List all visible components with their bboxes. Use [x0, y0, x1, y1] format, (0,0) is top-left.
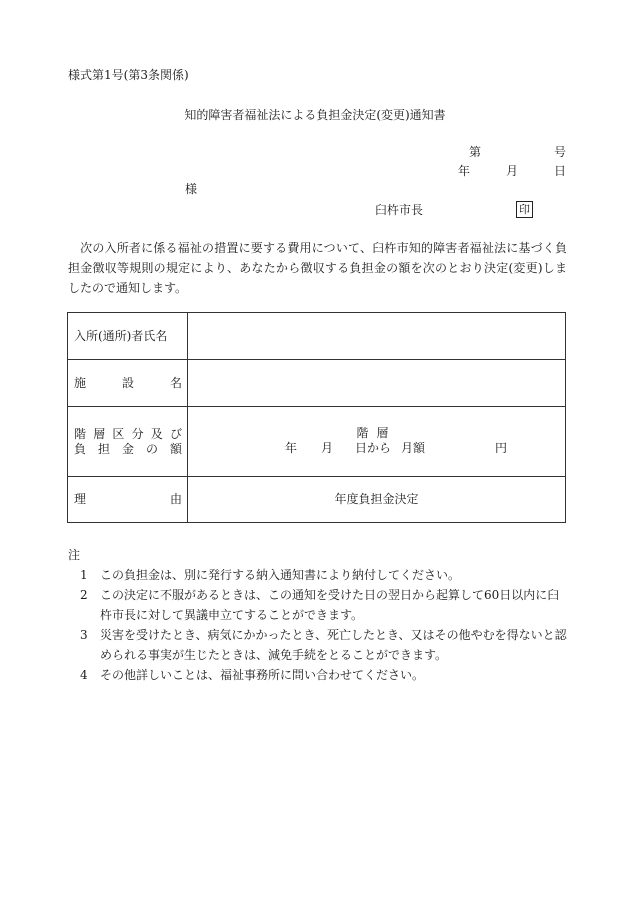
label-bracket-amount: [68, 407, 188, 477]
recipient-honorific: 様: [185, 182, 198, 196]
table-row: [68, 360, 566, 407]
value-amount-line: 年 月 日から 月額 円: [285, 440, 508, 455]
note-item: 4 その他詳しいことは、福祉事務所に問い合わせてください。: [80, 668, 425, 682]
document-title: 知的障害者福祉法による負担金決定(変更)通知書: [184, 108, 446, 122]
value-facility-name: [188, 360, 566, 407]
date-year-label: 年: [458, 164, 471, 178]
number-prefix: 第: [469, 145, 482, 159]
table-row: [68, 313, 566, 360]
label-reason: [68, 477, 188, 523]
label-facility-name-text: 施 設 名: [74, 375, 182, 390]
date-day-label: 日: [554, 164, 567, 178]
number-suffix: 号: [554, 145, 567, 159]
note-item: 2 この決定に不服があるときは、この通知を受けた日の翌日から起算して60日以内に臼杵市長に対して異議申立てすることができます。: [80, 588, 560, 622]
form-number: 様式第1号(第3条関係): [68, 68, 189, 82]
label-facility-name: [68, 360, 188, 407]
value-resident-name: [188, 313, 566, 360]
label-bracket-line2: 負 担 金 の 額: [74, 441, 182, 456]
table-row: [68, 407, 566, 477]
label-reason-text: 理 由: [74, 492, 182, 507]
notes-section: [68, 545, 568, 685]
body-paragraph: 次の入所者に係る福祉の措置に要する費用について、臼杵市知的障害者福祉法に基づく負担金徴収等規則の規定により、あなたから徴収する負担金の額を次のとおり決定(変更)しましたので通知します。: [68, 241, 567, 295]
note-item: 1 この負担金は、別に発行する納入通知書により納付してください。: [80, 568, 461, 582]
value-bracket-amount: [188, 407, 566, 477]
label-resident-name: 入所(通所)者氏名: [68, 313, 188, 360]
table-row: [68, 477, 566, 523]
value-reason: 年度負担金決定: [188, 477, 566, 523]
note-item: 3 災害を受けたとき、病気にかかったとき、死亡したとき、又はその他やむを得ないと認められる事実が生じたときは、減免手続をとることができます。: [80, 628, 567, 662]
seal-mark: 印: [516, 201, 533, 218]
decision-table: [67, 312, 566, 523]
value-kaiso: 階層: [356, 426, 397, 441]
label-bracket-line1: 階 層 区 分 及 び: [74, 427, 182, 442]
notes-heading: 注: [68, 548, 81, 562]
issuer-name: 臼杵市長: [375, 203, 424, 217]
date-month-label: 月: [506, 164, 519, 178]
